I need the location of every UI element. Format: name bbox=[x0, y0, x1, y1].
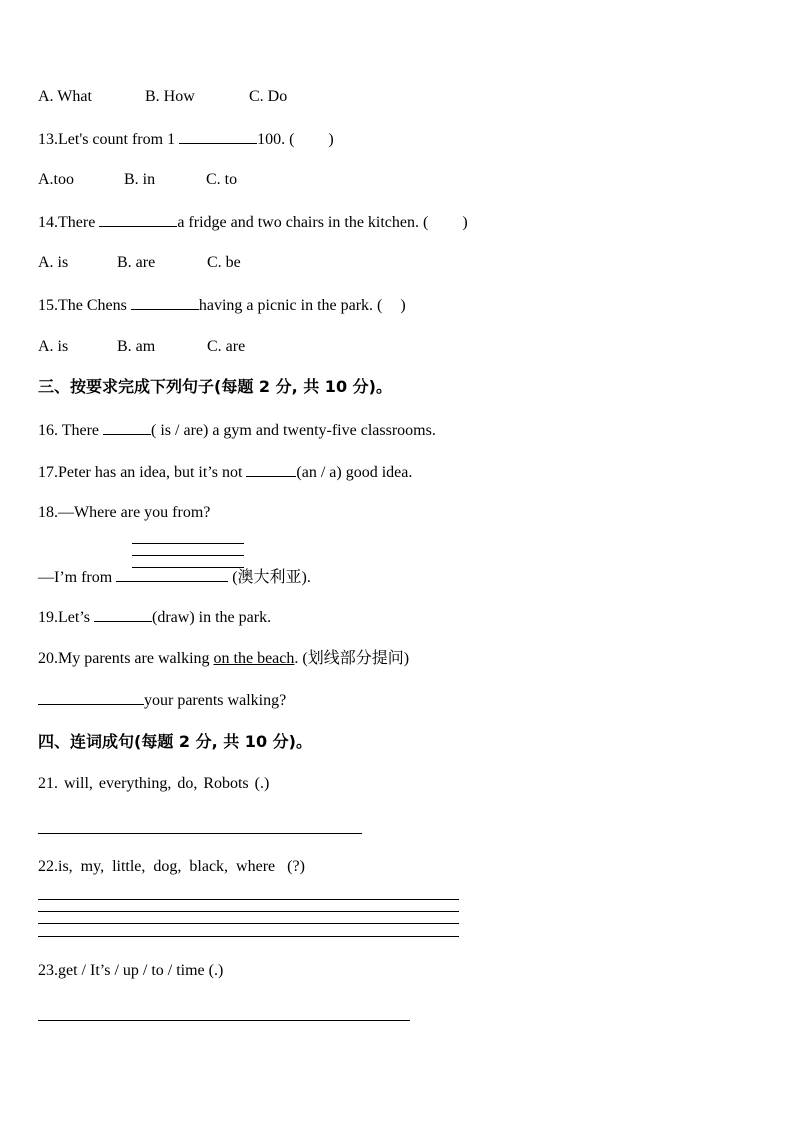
q14-paren-close: ) bbox=[462, 214, 468, 231]
q22-answer-line-3[interactable] bbox=[38, 923, 459, 924]
q17-text-after: (an / a) good idea. bbox=[296, 464, 413, 481]
q13-blank[interactable] bbox=[179, 129, 257, 144]
q14-options bbox=[38, 253, 241, 273]
q14-option-c: C. be bbox=[207, 254, 241, 271]
question-14 bbox=[38, 212, 468, 233]
q16-text-after: ( is / are) a gym and twenty-five classrooms. bbox=[151, 422, 436, 439]
q12-option-a: A. What bbox=[38, 88, 92, 105]
question-19 bbox=[38, 607, 271, 628]
q13-text-after: 100. ( bbox=[257, 131, 295, 148]
q18-blank-line-1[interactable] bbox=[132, 543, 244, 544]
q13-option-b: B. in bbox=[124, 171, 156, 188]
section-4-heading: 四、连词成句(每题 2 分, 共 10 分)。 bbox=[38, 732, 312, 751]
q20-answer-text: your parents walking? bbox=[144, 692, 287, 709]
q13-option-a: A.too bbox=[38, 171, 74, 188]
q13-option-c: C. to bbox=[206, 171, 238, 188]
q15-option-c: C. are bbox=[207, 338, 246, 355]
q13-options bbox=[38, 170, 237, 190]
q18-answer-hint: (澳大利亚). bbox=[228, 569, 311, 586]
q18-answer bbox=[38, 567, 311, 588]
q20-text: 20.My parents are walking bbox=[38, 650, 214, 667]
q16-text: 16. There bbox=[38, 422, 104, 439]
q12-options bbox=[38, 87, 287, 107]
q14-option-b: B. are bbox=[117, 254, 156, 271]
q18-answer-text: —I’m from bbox=[38, 569, 117, 586]
q16-blank[interactable] bbox=[103, 420, 151, 435]
q13-text: 13.Let's count from 1 bbox=[38, 131, 180, 148]
question-16 bbox=[38, 420, 436, 441]
q15-paren-close: ) bbox=[400, 297, 406, 314]
question-23: 23.get / It’s / up / to / time (.) bbox=[38, 962, 224, 979]
q19-text: 19.Let’s bbox=[38, 609, 94, 626]
q15-blank[interactable] bbox=[131, 295, 199, 310]
q22-answer-line-2[interactable] bbox=[38, 911, 459, 912]
q18-blank-line-2[interactable] bbox=[132, 555, 244, 556]
q22-answer-line-4[interactable] bbox=[38, 936, 459, 937]
q15-text-after: having a picnic in the park. ( bbox=[198, 297, 383, 314]
section-3-heading: 三、按要求完成下列句子(每题 2 分, 共 10 分)。 bbox=[38, 377, 392, 396]
question-13 bbox=[38, 129, 334, 150]
q15-option-a: A. is bbox=[38, 338, 69, 355]
q14-text: 14.There bbox=[38, 214, 100, 231]
q20-text-after: . (划线部分提问) bbox=[294, 650, 410, 667]
q18-answer-blank[interactable] bbox=[116, 567, 228, 582]
q12-option-b: B. How bbox=[145, 88, 195, 105]
q13-paren-close: ) bbox=[328, 131, 334, 148]
q14-blank[interactable] bbox=[99, 212, 177, 227]
q20-answer-blank[interactable] bbox=[38, 690, 144, 705]
q17-text: 17.Peter has an idea, but it’s not bbox=[38, 464, 247, 481]
q19-text-after: (draw) in the park. bbox=[152, 609, 272, 626]
q20-answer bbox=[38, 690, 286, 711]
q22-answer-line-1[interactable] bbox=[38, 899, 459, 900]
question-15 bbox=[38, 295, 406, 316]
q20-underlined-phrase: on the beach bbox=[213, 650, 295, 667]
question-17 bbox=[38, 462, 412, 483]
q15-text: 15.The Chens bbox=[38, 297, 131, 314]
question-20 bbox=[38, 649, 409, 669]
q15-options bbox=[38, 337, 245, 357]
q12-option-c: C. Do bbox=[249, 88, 288, 105]
q15-option-b: B. am bbox=[117, 338, 156, 355]
q14-text-after: a fridge and two chairs in the kitchen. ( bbox=[177, 214, 429, 231]
q19-blank[interactable] bbox=[94, 607, 152, 622]
q14-option-a: A. is bbox=[38, 254, 69, 271]
q23-answer-line[interactable] bbox=[38, 1020, 410, 1021]
question-21: 21. will, everything, do, Robots (.) bbox=[38, 775, 270, 792]
q17-blank[interactable] bbox=[246, 462, 296, 477]
question-18: 18.—Where are you from? bbox=[38, 504, 211, 521]
q21-answer-line[interactable] bbox=[38, 833, 362, 834]
question-22: 22.is, my, little, dog, black, where (?) bbox=[38, 858, 305, 875]
